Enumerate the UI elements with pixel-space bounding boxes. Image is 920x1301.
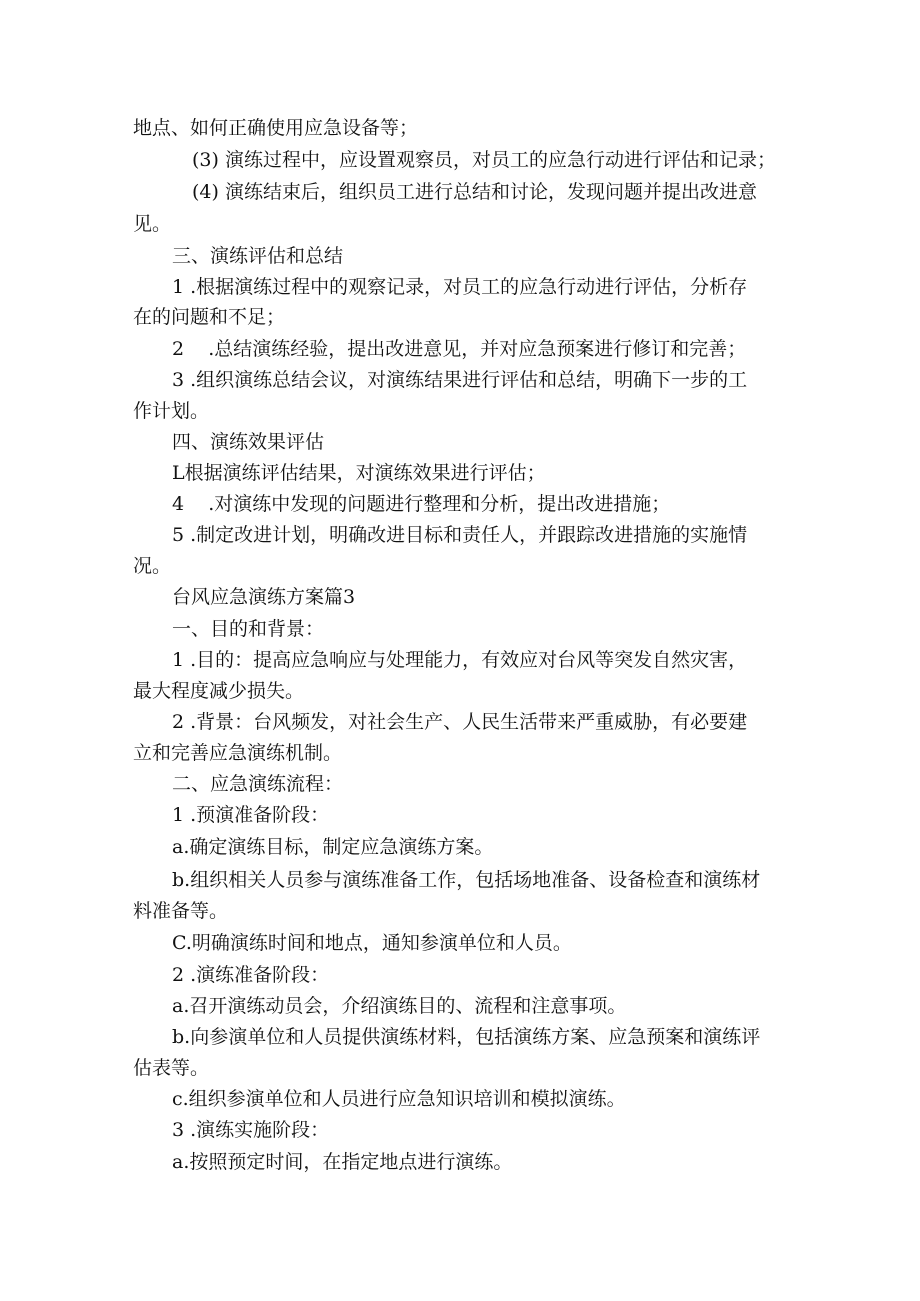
text-line: 2 .背景：台风频发，对社会生产、人民生活带来严重威胁，有必要建 xyxy=(172,711,748,733)
text-line: a.召开演练动员会，介绍演练目的、流程和注意事项。 xyxy=(172,995,627,1017)
text-line: (3) 演练过程中，应设置观察员，对员工的应急行动进行评估和记录； xyxy=(192,149,776,171)
text-line: 1 .预演准备阶段： xyxy=(172,804,330,826)
text-line: 3 .演练实施阶段： xyxy=(172,1119,330,1141)
text-line: b.向参演单位和人员提供演练材料，包括演练方案、应急预案和演练评 xyxy=(172,1026,761,1048)
text-line: 1 .目的：提高应急响应与处理能力，有效应对台风等突发自然灾害， xyxy=(172,649,748,671)
text-line: L根据演练评估结果，对演练效果进行评估； xyxy=(172,462,546,484)
text-line: 4 .对演练中发现的问题进行整理和分析，提出改进措施； xyxy=(172,493,671,515)
text-line: 在的问题和不足； xyxy=(133,306,286,328)
text-line: (4) 演练结束后，组织员工进行总结和讨论，发现问题并提出改进意 xyxy=(192,181,757,203)
text-line: c.组织参演单位和人员进行应急知识培训和模拟演练。 xyxy=(172,1088,626,1110)
text-line: 最大程度减少损失。 xyxy=(133,680,305,702)
section-heading: 一、目的和背景： xyxy=(172,618,325,640)
section-heading: 二、应急演练流程： xyxy=(172,773,344,795)
text-line: 1 .根据演练过程中的观察记录，对员工的应急行动进行评估，分析存 xyxy=(172,276,748,298)
text-line: 地点、如何正确使用应急设备等； xyxy=(133,117,419,139)
text-line: 作计划。 xyxy=(133,400,210,422)
text-line: 见。 xyxy=(133,213,172,235)
text-line: 料准备等。 xyxy=(133,900,229,922)
text-line: 3 .组织演练总结会议，对演练结果进行评估和总结，明确下一步的工 xyxy=(172,369,748,391)
document-title: 台风应急演练方案篇3 xyxy=(172,586,356,608)
text-line: 立和完善应急演练机制。 xyxy=(133,742,343,764)
text-line: 2 .演练准备阶段： xyxy=(172,964,330,986)
section-heading: 三、演练评估和总结 xyxy=(172,245,344,267)
text-line: 5 .制定改进计划，明确改进目标和责任人，并跟踪改进措施的实施情 xyxy=(172,524,748,546)
text-line: a.确定演练目标，制定应急演练方案。 xyxy=(172,836,494,858)
text-line: 估表等。 xyxy=(133,1057,210,1079)
text-line: 2 .总结演练经验，提出改进意见，并对应急预案进行修订和完善； xyxy=(172,338,747,360)
text-line: a.按照预定时间，在指定地点进行演练。 xyxy=(172,1151,513,1173)
text-line: C.明确演练时间和地点，通知参演单位和人员。 xyxy=(172,932,572,954)
text-line: b.组织相关人员参与演练准备工作，包括场地准备、设备检查和演练材 xyxy=(172,869,761,891)
section-heading: 四、演练效果评估 xyxy=(172,431,325,453)
text-line: 况。 xyxy=(133,555,172,577)
